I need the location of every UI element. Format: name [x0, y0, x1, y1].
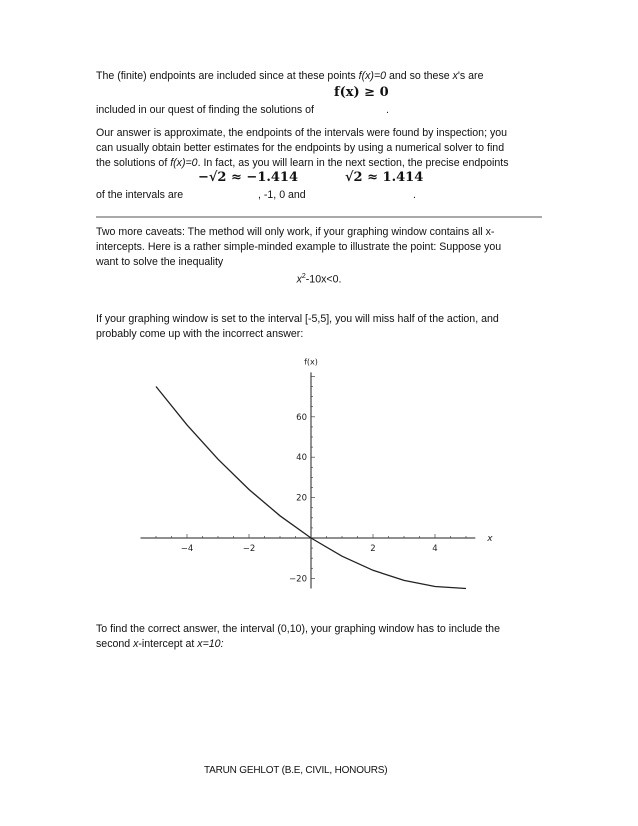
text-run: the solutions of — [96, 157, 171, 169]
footer-author: TARUN GEHLOT (B.E, CIVIL, HONOURS) — [204, 765, 388, 776]
paragraph-2-line-2: can usually obtain better estimates for the endpoints by using a numerical solver to find — [96, 142, 505, 154]
y-axis-label: f(x) — [304, 357, 318, 367]
text-run: second — [96, 638, 134, 650]
math-fx-geq-0: f(x) ≥ 0 — [334, 85, 389, 100]
text-run: The (finite) endpoints are included since at these points — [96, 70, 359, 82]
paragraph-4-line-1: If your graphing window is set to the interval [-5,5], you will miss half of the action, and — [96, 313, 499, 325]
text-run: -10x<0. — [305, 273, 342, 286]
paragraph-1-line-1 — [96, 69, 544, 85]
paragraph-5-line-2 — [96, 637, 544, 653]
x-tick-label: −2 — [242, 544, 256, 554]
inequality — [0, 273, 638, 286]
superscript: 2 — [301, 273, 306, 280]
paragraph-4-line-2: probably come up with the incorrect answer: — [96, 328, 304, 340]
x-tick-label: 2 — [370, 544, 376, 554]
inline-math: f(x)=0 — [170, 157, 198, 169]
inline-math: x — [452, 70, 458, 82]
period: . — [386, 104, 389, 116]
text-run: -intercept at — [138, 638, 198, 650]
x-tick-label: −4 — [180, 544, 194, 554]
paragraph-5-line-1: To find the correct answer, the interval (0,10), your graphing window has to include the — [96, 623, 500, 635]
paragraph-3-line-3: want to solve the inequality — [96, 256, 224, 268]
text-run: , -1, 0 and — [258, 189, 306, 201]
text-run: . In fact, as you will learn in the next section, the precise endpoints — [197, 157, 509, 169]
paragraph-3-line-1: Two more caveats: The method will only work, if your graphing window contains all x- — [96, 226, 495, 238]
math-neg-sqrt2: −√2 ≈ −1.414 — [198, 170, 299, 185]
math-sqrt2: √2 ≈ 1.414 — [345, 170, 424, 185]
paragraph-3-line-2: intercepts. Here is a rather simple-minded example to illustrate the point: Suppose you — [96, 241, 502, 253]
horizontal-rule — [96, 216, 542, 218]
text-run: 's are — [457, 70, 484, 82]
paragraph-2-line-1: Our answer is approximate, the endpoints of the intervals were found by inspection; you — [96, 127, 508, 139]
inline-math: x=10: — [197, 638, 224, 650]
x-tick-label: 4 — [432, 544, 438, 554]
text-run: included in our quest of finding the solutions of — [96, 104, 314, 116]
period: . — [413, 189, 416, 201]
function-curve — [156, 387, 466, 589]
inline-math: x — [296, 273, 302, 286]
paragraph-2-line-4: of the intervals are — [96, 189, 184, 201]
y-tick-label: 20 — [296, 493, 307, 504]
inline-math: x — [133, 638, 139, 650]
y-tick-label: 60 — [296, 412, 307, 423]
y-tick-label: 40 — [296, 453, 307, 464]
paragraph-2-line-3 — [96, 156, 544, 172]
paragraph-1-line-2 — [96, 103, 544, 119]
inline-math: f(x)=0 — [358, 70, 387, 82]
x-axis-label: x — [487, 534, 493, 544]
text-run: and so these — [386, 70, 453, 82]
y-tick-label: −20 — [289, 574, 307, 585]
